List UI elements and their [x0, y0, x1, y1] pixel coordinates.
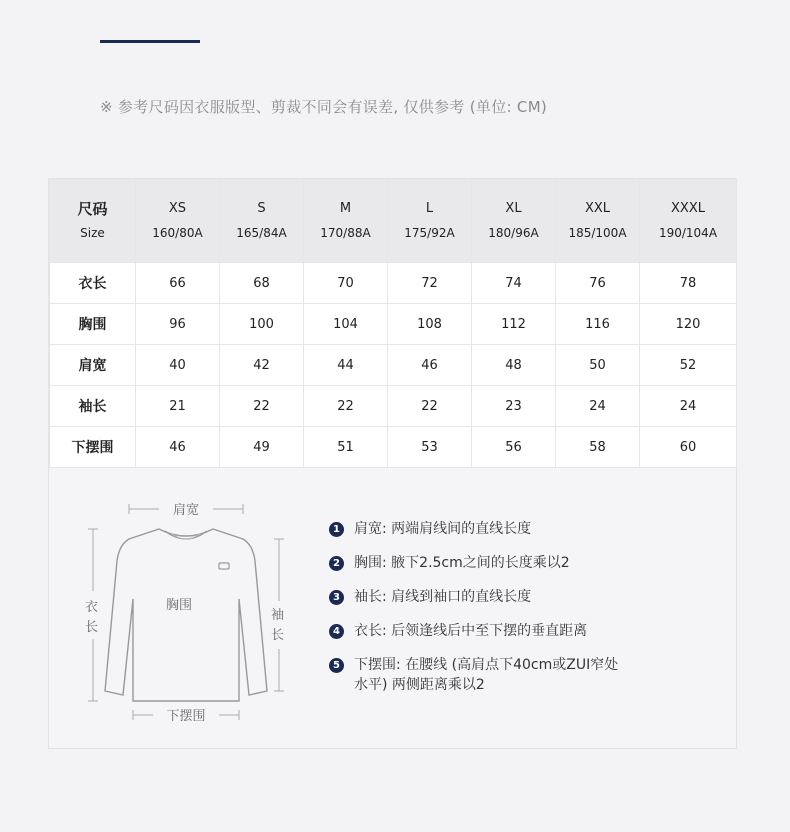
logo-icon	[219, 563, 229, 569]
tshirt-outline	[71, 491, 301, 721]
number-badge: 1	[329, 522, 344, 537]
header-cell-xs	[136, 180, 220, 263]
table-cell: 70	[304, 263, 388, 304]
list-item	[329, 655, 709, 695]
diagram-length-label-2: 长	[85, 620, 99, 635]
list-item	[329, 553, 709, 573]
diagram-shoulder-label: 肩宽	[172, 503, 200, 518]
table-cell: 42	[220, 345, 304, 386]
size-code: 170/88A	[320, 226, 371, 240]
table-cell: 74	[472, 263, 556, 304]
table-cell: 104	[304, 304, 388, 345]
size-name: XXXL	[671, 201, 705, 216]
table-cell: 112	[472, 304, 556, 345]
row-label: 衣长	[50, 263, 136, 304]
diagram-sleeve-label-1: 袖	[271, 608, 285, 623]
header-cell-xxxl	[640, 180, 737, 263]
diagram-sleeve-label-2: 长	[271, 628, 285, 643]
size-name: XS	[168, 201, 187, 216]
table-cell: 22	[304, 386, 388, 427]
row-label: 袖长	[50, 386, 136, 427]
table-cell: 60	[640, 427, 737, 468]
row-label: 胸围	[50, 304, 136, 345]
table-cell: 50	[556, 345, 640, 386]
table-cell: 24	[556, 386, 640, 427]
header-cell-m	[304, 180, 388, 263]
top-accent-line	[100, 40, 200, 43]
table-cell: 24	[640, 386, 737, 427]
row-label: 肩宽	[50, 345, 136, 386]
table-cell: 22	[220, 386, 304, 427]
table-cell: 53	[388, 427, 472, 468]
table-row	[50, 427, 737, 468]
table-cell: 116	[556, 304, 640, 345]
header-cell-l	[388, 180, 472, 263]
table-cell: 96	[136, 304, 220, 345]
header-sub: Size	[80, 226, 105, 240]
measurement-legend	[329, 519, 709, 709]
table-header-row	[50, 180, 737, 263]
table-row	[50, 304, 737, 345]
legend-text: 下摆围: 在腰线 (高肩点下40cm或ZUI窄处水平) 两侧距离乘以2	[354, 657, 619, 693]
table-cell: 46	[388, 345, 472, 386]
size-name: S	[257, 201, 266, 216]
table-cell: 23	[472, 386, 556, 427]
legend-text: 衣长: 后领逢线后中至下摆的垂直距离	[354, 623, 588, 639]
table-cell: 58	[556, 427, 640, 468]
table-row	[50, 386, 737, 427]
table-cell: 46	[136, 427, 220, 468]
list-item	[329, 621, 709, 641]
header-cell-xl	[472, 180, 556, 263]
table-cell: 100	[220, 304, 304, 345]
table-cell: 48	[472, 345, 556, 386]
table-cell: 68	[220, 263, 304, 304]
list-item	[329, 519, 709, 539]
size-name: XL	[505, 201, 522, 216]
row-label: 下摆围	[50, 427, 136, 468]
header-cell-s	[220, 180, 304, 263]
table-cell: 22	[388, 386, 472, 427]
size-note: ※ 参考尺码因衣服版型、剪裁不同会有误差, 仅供参考 (单位: CM)	[100, 98, 548, 116]
size-code: 190/104A	[658, 226, 718, 240]
number-badge: 3	[329, 590, 344, 605]
number-badge: 4	[329, 624, 344, 639]
table-cell: 120	[640, 304, 737, 345]
size-table	[49, 179, 737, 468]
table-cell: 76	[556, 263, 640, 304]
table-cell: 40	[136, 345, 220, 386]
table-cell: 44	[304, 345, 388, 386]
diagram-hem-label: 下摆围	[166, 709, 206, 721]
number-badge: 2	[329, 556, 344, 571]
size-code: 165/84A	[236, 226, 287, 240]
table-row	[50, 263, 737, 304]
legend-text: 肩宽: 两端肩线间的直线长度	[354, 521, 532, 537]
diagram-length-label-1: 衣	[85, 600, 99, 615]
legend-text: 胸围: 腋下2.5cm之间的长度乘以2	[354, 555, 570, 571]
garment-diagram	[71, 491, 301, 721]
size-code: 185/100A	[568, 226, 627, 240]
table-cell: 56	[472, 427, 556, 468]
size-chart-panel	[48, 178, 737, 749]
list-item	[329, 587, 709, 607]
table-cell: 51	[304, 427, 388, 468]
header-cell-xxl	[556, 180, 640, 263]
diagram-chest-label: 胸围	[165, 598, 193, 613]
table-cell: 72	[388, 263, 472, 304]
number-badge: 5	[329, 658, 344, 673]
table-cell: 66	[136, 263, 220, 304]
table-cell: 78	[640, 263, 737, 304]
table-cell: 49	[220, 427, 304, 468]
header-label: 尺码	[77, 200, 108, 218]
size-code: 160/80A	[152, 226, 203, 240]
size-name: L	[425, 201, 434, 216]
table-cell: 52	[640, 345, 737, 386]
legend-text: 袖长: 肩线到袖口的直线长度	[354, 589, 532, 605]
table-cell: 21	[136, 386, 220, 427]
table-cell: 108	[388, 304, 472, 345]
size-name: M	[339, 201, 352, 216]
size-code: 175/92A	[404, 226, 455, 240]
size-name: XXL	[584, 201, 611, 216]
header-cell-size	[50, 180, 136, 263]
table-row	[50, 345, 737, 386]
size-code: 180/96A	[488, 226, 539, 240]
